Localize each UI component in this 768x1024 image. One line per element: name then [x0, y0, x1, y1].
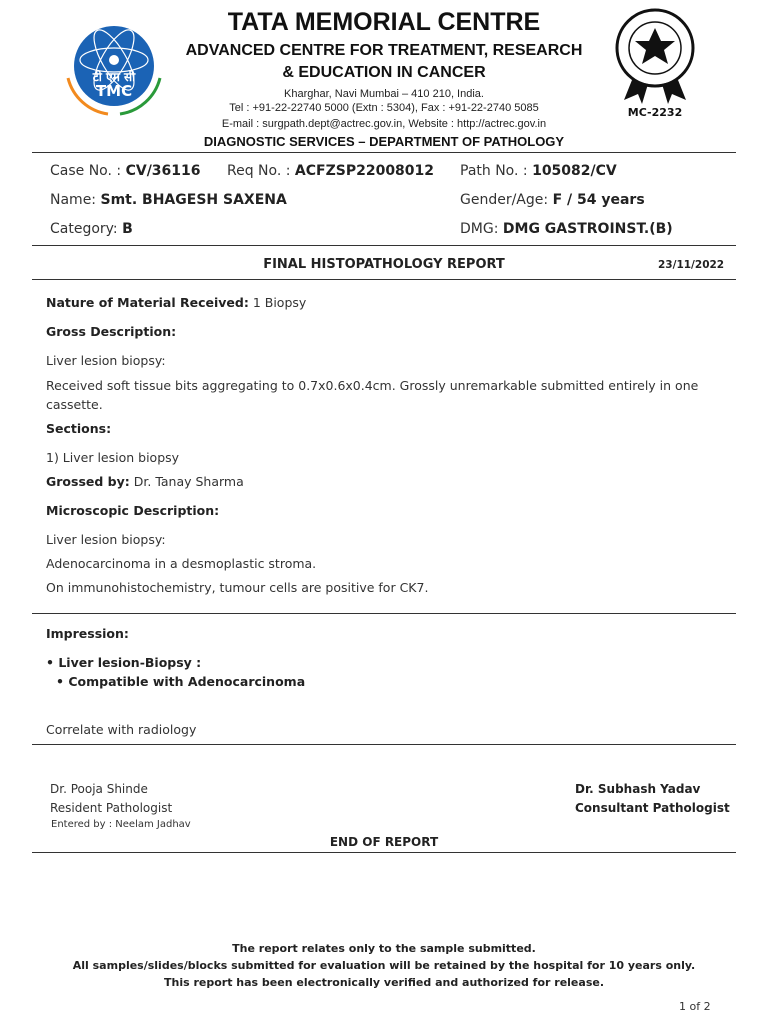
- centre-subtitle-1: ADVANCED CENTRE FOR TREATMENT, RESEARCH: [185, 42, 583, 59]
- entered-by: Entered by : Neelam Jadhav: [51, 819, 191, 830]
- report-date: 23/11/2022: [658, 259, 725, 271]
- sections-heading: Sections:: [46, 421, 112, 436]
- micro-divider: [32, 613, 736, 614]
- gross-line-3: cassette.: [46, 397, 103, 412]
- consultant-name: Dr. Subhash Yadav: [575, 782, 701, 796]
- footer-line-2: All samples/slides/blocks submitted for evaluation will be retained by the hospital for 10 years only.: [72, 959, 696, 972]
- grossed-by: Grossed by: Dr. Tanay Sharma: [46, 474, 244, 489]
- patient-divider: [32, 245, 736, 246]
- footer-line-3: This report has been electronically verified and authorized for release.: [163, 976, 605, 989]
- seal-code: MC-2232: [627, 106, 683, 119]
- sections-line-1: 1) Liver lesion biopsy: [46, 450, 180, 465]
- centre-name: TATA MEMORIAL CENTRE: [227, 8, 541, 36]
- header-divider: [32, 152, 736, 153]
- resident-title: Resident Pathologist: [50, 801, 173, 815]
- gender-age: Gender/Age: F / 54 years: [460, 192, 645, 208]
- microscopic-heading: Microscopic Description:: [46, 503, 220, 518]
- centre-subtitle-2: & EDUCATION IN CANCER: [282, 64, 486, 81]
- page-number: 1 of 2: [679, 1000, 711, 1013]
- gross-heading: Gross Description:: [46, 324, 177, 339]
- end-divider: [32, 852, 736, 853]
- consultant-title: Consultant Pathologist: [575, 801, 730, 815]
- gross-line-1: Liver lesion biopsy:: [46, 353, 166, 368]
- tmc-logo-abbr: TMC: [95, 82, 133, 100]
- micro-line-3: On immunohistochemistry, tumour cells are positive for CK7.: [46, 580, 429, 595]
- correlate-note: Correlate with radiology: [46, 722, 197, 737]
- path-number: Path No. : 105082/CV: [460, 163, 617, 179]
- address: Kharghar, Navi Mumbai – 410 210, India.: [284, 88, 484, 100]
- patient-name: Name: Smt. BHAGESH SAXENA: [50, 192, 287, 208]
- email-website: E-mail : surgpath.dept@actrec.gov.in, Website : http://actrec.gov.in: [221, 118, 547, 130]
- report-title: FINAL HISTOPATHOLOGY REPORT: [263, 257, 505, 272]
- resident-name: Dr. Pooja Shinde: [50, 782, 148, 796]
- impression-line-1: • Liver lesion-Biopsy :: [46, 655, 202, 670]
- category: Category: B: [50, 221, 133, 237]
- department: DIAGNOSTIC SERVICES – DEPARTMENT OF PATHOLOGY: [203, 134, 565, 149]
- tmc-logo-hindi: टी एम सी: [92, 70, 136, 84]
- nature-of-material: Nature of Material Received: 1 Biopsy: [46, 295, 307, 310]
- title-divider: [32, 279, 736, 280]
- end-of-report: END OF REPORT: [329, 835, 439, 849]
- impression-line-2: • Compatible with Adenocarcinoma: [56, 674, 306, 689]
- dmg: DMG: DMG GASTROINST.(B): [460, 221, 673, 237]
- request-number: Req No. : ACFZSP22008012: [227, 163, 435, 179]
- micro-line-2: Adenocarcinoma in a desmoplastic stroma.: [46, 556, 317, 571]
- impression-divider: [32, 744, 736, 745]
- footer-line-1: The report relates only to the sample submitted.: [232, 942, 536, 955]
- case-number: Case No. : CV/36116: [50, 163, 201, 179]
- micro-line-1: Liver lesion biopsy:: [46, 532, 166, 547]
- phone-fax: Tel : +91-22-22740 5000 (Extn : 5304), Fax : +91-22-2740 5085: [229, 102, 539, 114]
- gross-line-2: Received soft tissue bits aggregating to 0.7x0.6x0.4cm. Grossly unremarkable submitted entirely in one: [46, 378, 699, 393]
- impression-heading: Impression:: [46, 626, 129, 641]
